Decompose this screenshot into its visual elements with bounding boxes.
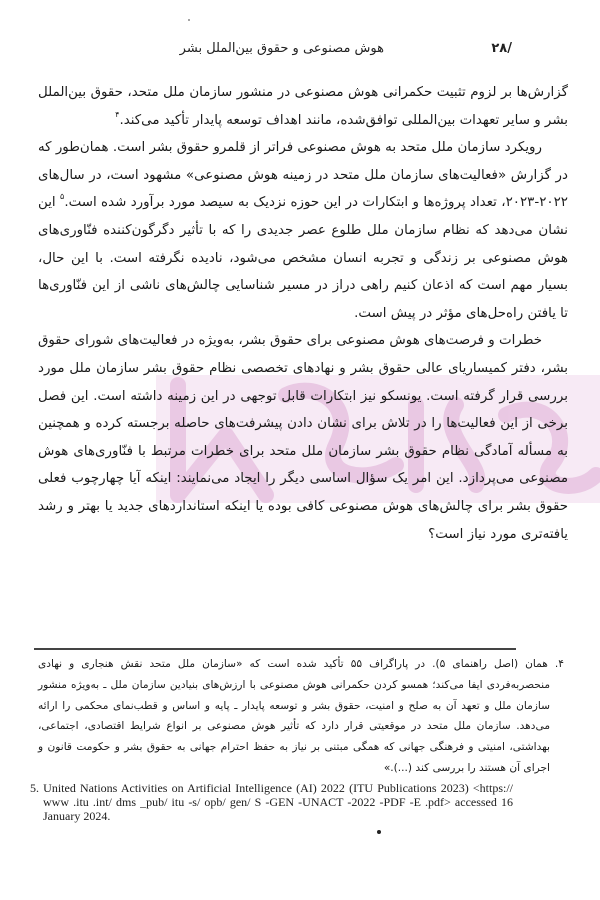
footnotes [30, 654, 564, 823]
paragraph-1: گزارش‌ها بر لزوم تثبیت حکمرانی هوش مصنوعی در منشور سازمان ملل متحد، حقوق بین‌الملل بشر و سایر تعهدات بین‌المللی توافق‌شده، مانند اهداف توسعه پایدار تأکید می‌کند.$^۴$ [38, 85, 568, 128]
book-title: هوش مصنوعی و حقوق بین‌الملل بشر [179, 41, 384, 56]
paragraph-3: خطرات و فرصت‌های هوش مصنوعی برای حقوق بشر، به‌ویژه در فعالیت‌های شورای حقوق بشر، دفتر کمیساریای عالی حقوق بشر و نهادهای تخصصی نظام حقوق بشر سازمان ملل مورد بررسی قرار گرفته است. یونسکو نیز ابتکارات قابل توجهی در این زمینه داشته است. این فصل برخی از این فعالیت‌ها را در تلاش برای نشان دادن پیشرفت‌های حاصله برجسته کرده و همچنین به مسأله آمادگی نظام حقوق بشر سازمان ملل متحد برای خطرات مرتبط با فنّاوری‌های هوش مصنوعی می‌پردازد. این امر یک سؤال اساسی دیگر را ایجاد می‌نمایند: اینکه آیا چهارچوب فعلی حقوق بشر برای چالش‌های هوش مصنوعی کافی بوده یا اینکه استانداردهای جدید یا بهتر و رشد یافته‌تری مورد نیاز است؟ [38, 333, 568, 542]
running-header [0, 41, 600, 61]
scan-dot [377, 830, 381, 834]
page-number: /۲۸ [491, 41, 512, 56]
footnote-ref-4[interactable]: ۴ [115, 109, 120, 119]
footnote-separator [34, 648, 516, 650]
footnote-ref-5[interactable]: ۵ [60, 192, 65, 202]
body-text [38, 79, 568, 548]
paragraph-2: رویکرد سازمان ملل متحد به هوش مصنوعی فراتر از قلمرو حقوق بشر است. همان‌طور که در گزارش «فعالیت‌های سازمان ملل متحد در زمینه هوش مصنوعی» مشهود است، در سال‌های ۲۰۲۲-۲۰۲۳، تعداد پروژه‌ها و ابتکارات در این حوزه نزدیک به سیصد مورد برآورد شده است.$^۵$ این نشان می‌دهد که نظام سازمان ملل طلوع عصر جدیدی را که با تأثیر دگرگون‌کننده فنّاوری‌های هوش مصنوعی بر زندگی و تجربه انسان مشخص می‌شود، نادیده نگرفته است. با این حال، بسیار مهم است که اذعان کنیم راهی دراز در مسیر شناسایی چالش‌های ناشی از این فنّاوری‌ها تا یافتن راه‌حل‌های مؤثر در پیش است. [38, 140, 568, 321]
footnote-5: 5. United Nations Activities on Artificial Intelligence (AI) 2022 (ITU Publications 2023) <https:// www .itu .int/ dms _pub/ itu -s/ opb/ gen/ S -GEN -UNACT -2022 -PDF -E .pdf> accessed 16 January 2024. [30, 780, 513, 823]
footnote-4: ۴. همان (اصل راهنمای ۵). در پاراگراف ۵۵ تأکید شده است که «سازمان ملل متحد نقش هنجاری و نهادی منحصربه‌فردی ایفا می‌کند؛ همسو کردن حکمرانی هوش مصنوعی با ارزش‌های بنیادین سازمان ملل ـ به‌ویژه منشور سازمان ملل و تعهد آن به صلح و امنیت، حقوق بشر و توسعه پایدار ـ پایه و اساس و قطب‌نمای محکمی را ارائه می‌دهد. سازمان ملل متحد در موقعیتی قرار دارد که تأثیر هوش مصنوعی بر انواع شرایط اقتصادی، اجتماعی، بهداشتی، امنیتی و فرهنگی جهانی که همگی مبتنی بر نیاز به حفظ احترام جهانی به حقوق بشر و حکومت قانون و اجرای آن هستند را بررسی کند (...).» [38, 658, 564, 774]
scan-speck [188, 19, 190, 21]
